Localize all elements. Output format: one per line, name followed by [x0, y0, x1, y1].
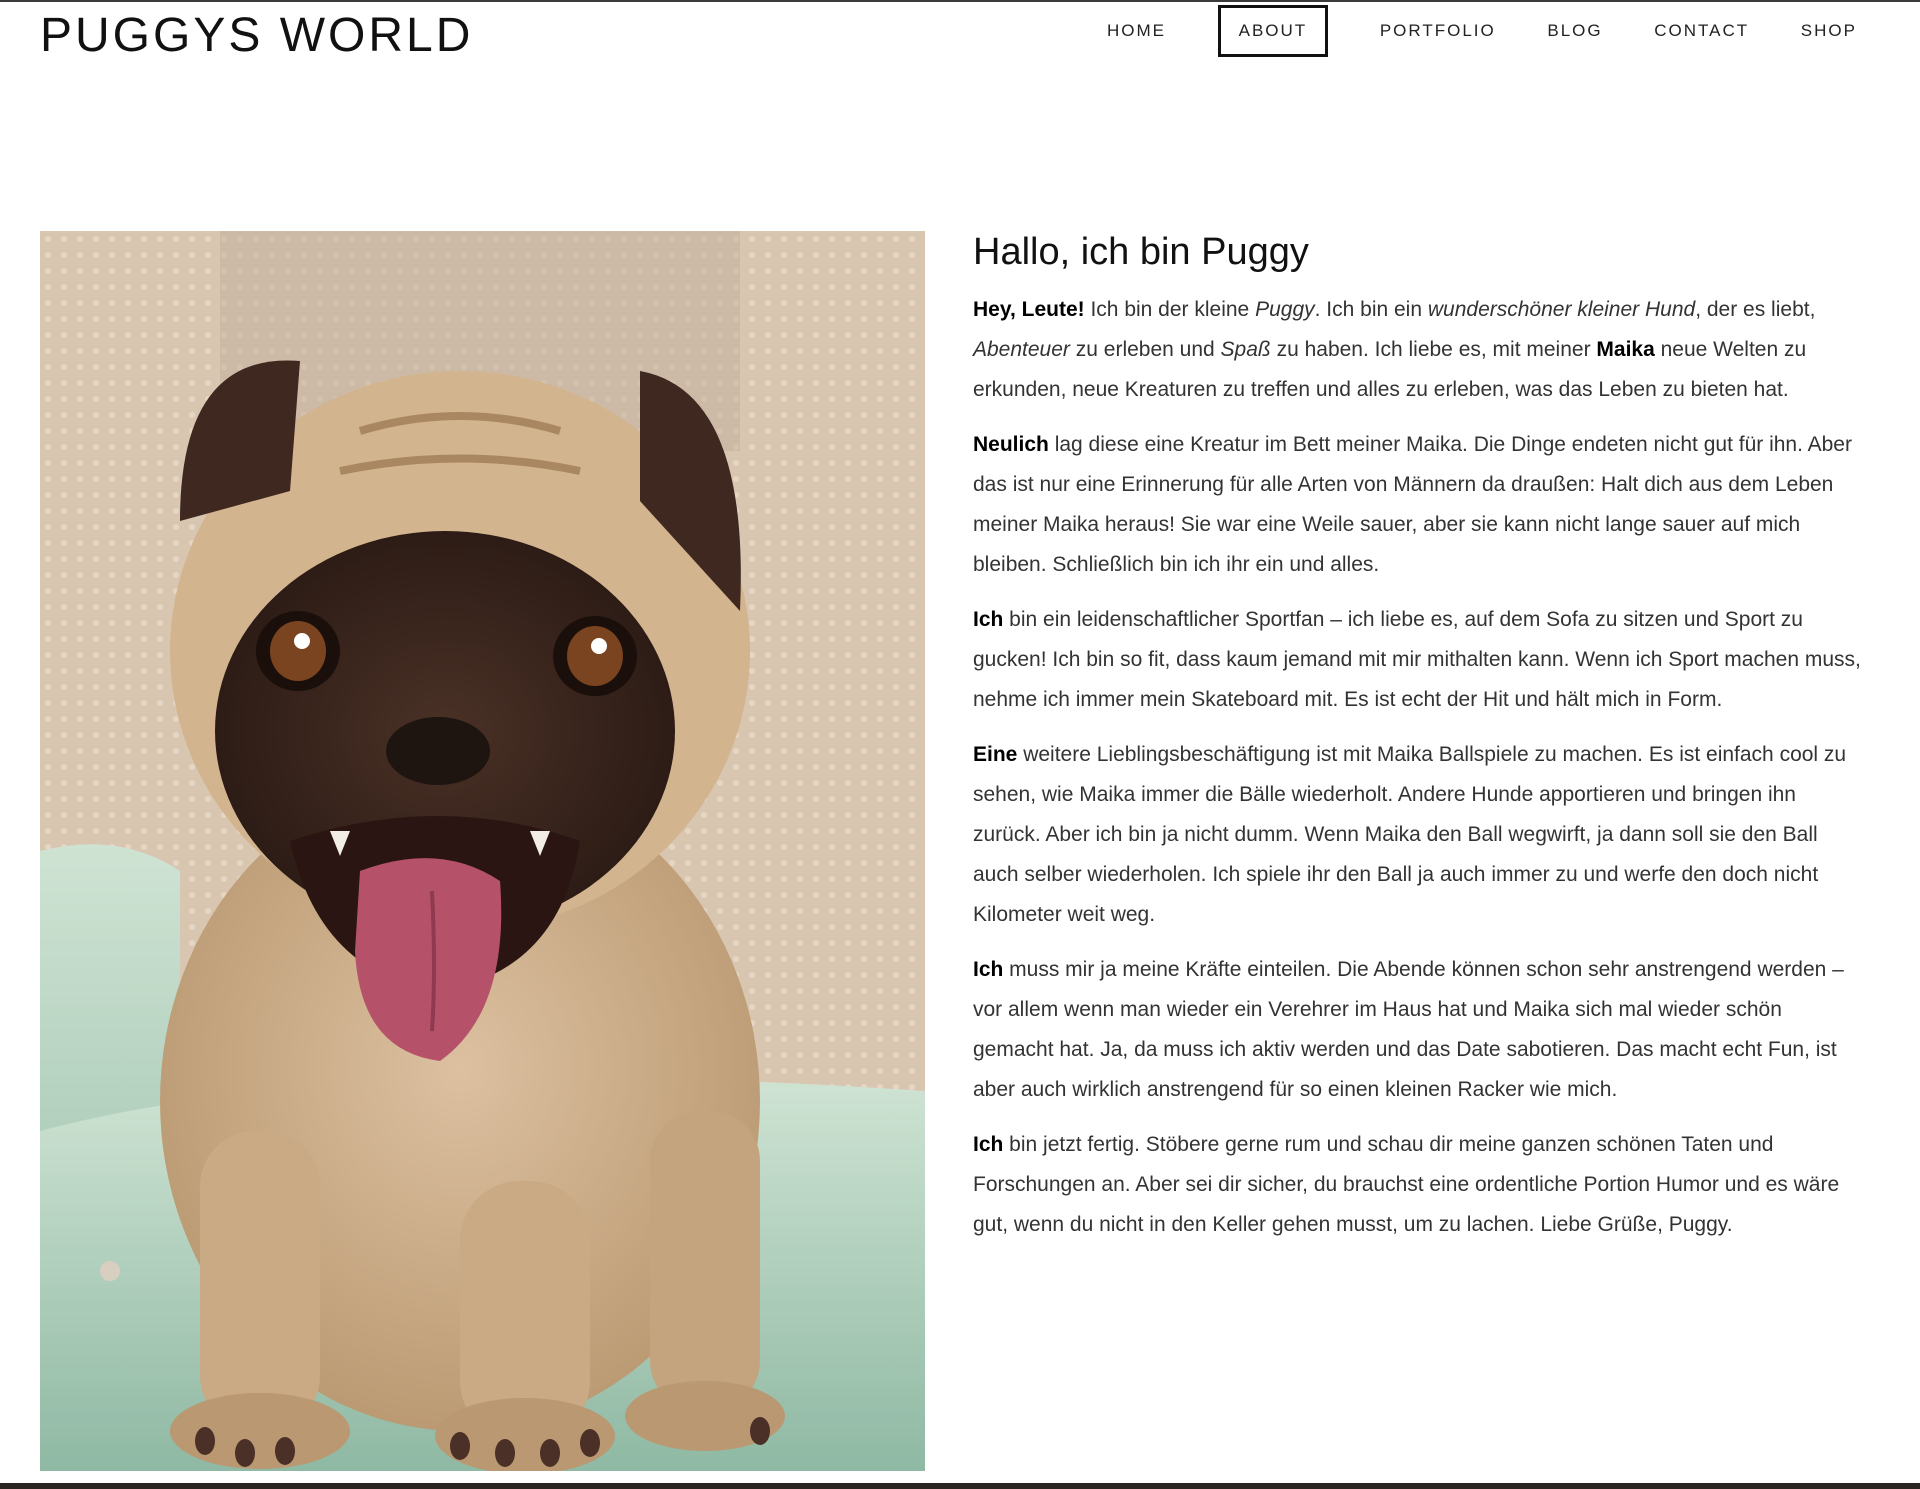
pug-image	[40, 231, 925, 1471]
nav-home[interactable]: HOME	[1107, 21, 1166, 40]
site-title[interactable]: PUGGYS WORLD	[40, 9, 474, 62]
text-run: weitere Lieblingsbeschäftigung ist mit Maika Ballspiele zu machen. Es ist einfach cool zu sehen, wie Maika immer die Bälle wiederholt. Andere Hunde apportieren und bringen ihn zurück. Aber ich bin ja nicht dumm. Wenn Maika den Ball wegwirft, ja dann soll sie den Ball auch selber wiederholen. Ich spiele ihr den Ball ja auch immer zu und werfe den doch nicht Kilometer weit weg.	[973, 743, 1847, 926]
about-content	[973, 228, 1863, 1260]
text-run: neue Welten zu erkunden, neue Kreaturen zu treffen und alles zu erleben, was das Leben zu bieten hat.	[973, 338, 1807, 401]
italic-text: wunderschöner kleiner Hund	[1427, 298, 1696, 321]
pug-illustration	[40, 231, 925, 1471]
about-paragraph	[973, 950, 1863, 1110]
text-run: zu erleben und	[1069, 338, 1221, 361]
nav-about[interactable]: ABOUT	[1218, 5, 1329, 57]
nav-portfolio[interactable]: PORTFOLIO	[1379, 21, 1496, 40]
bold-text: Ich	[973, 1133, 1004, 1156]
about-paragraph	[973, 735, 1863, 935]
text-run: lag diese eine Kreatur im Bett meiner Maika. Die Dinge endeten nicht gut für ihn. Aber das ist nur eine Erinnerung für alle Arten von Männern da draußen: Halt dich aus dem Leben meiner Maika heraus! Sie war eine Weile sauer, aber sie kann nicht lange sauer auf mich bleiben. Schließlich bin ich ihr ein und alles.	[973, 433, 1852, 576]
bold-text: Ich	[973, 958, 1004, 981]
text-run: muss mir ja meine Kräfte einteilen. Die Abende können schon sehr anstrengend werden – vor allem wenn man wieder ein Verehrer im Haus hat und Maika sich mal wieder schön gemacht hat. Ja, da muss ich aktiv werden und das Date sabotieren. Das macht echt Fun, ist aber auch wirklich anstrengend für so einen kleinen Racker wie mich.	[973, 958, 1844, 1101]
italic-text: Abenteuer	[973, 338, 1070, 361]
text-run: bin jetzt fertig. Stöbere gerne rum und schau dir meine ganzen schönen Taten und Forschungen an. Aber sei dir sicher, du brauchst eine ordentliche Portion Humor und es wäre gut, wenn du nicht in den Keller gehen musst, um zu lachen. Liebe Grüße, Puggy.	[973, 1133, 1840, 1236]
about-paragraph	[973, 1125, 1863, 1245]
about-paragraph	[973, 600, 1863, 720]
bold-text: Ich	[973, 608, 1004, 631]
text-run: bin ein leidenschaftlicher Sportfan – ich liebe es, auf dem Sofa zu sitzen und Sport zu gucken! Ich bin so fit, dass kaum jemand mit mir mithalten kann. Wenn ich Sport machen muss, nehme ich immer mein Skateboard mit. Es ist echt der Hit und hält mich in Form.	[973, 608, 1861, 711]
nav-shop[interactable]: SHOP	[1800, 21, 1857, 40]
bold-text: Eine	[973, 743, 1018, 766]
about-paragraph	[973, 425, 1863, 585]
about-paragraph	[973, 290, 1863, 410]
nav-contact[interactable]: CONTACT	[1654, 21, 1750, 40]
bold-text: Hey, Leute!	[973, 298, 1085, 321]
bold-text: Neulich	[973, 433, 1049, 456]
text-run: . Ich bin ein	[1314, 298, 1428, 321]
top-border	[0, 0, 1920, 2]
main-nav	[1107, 4, 1857, 58]
page-heading: Hallo, ich bin Puggy	[973, 231, 1309, 273]
nav-blog[interactable]: BLOG	[1547, 21, 1603, 40]
text-run: , der es liebt,	[1695, 298, 1816, 321]
italic-text: Spaß	[1220, 338, 1271, 361]
text-run: zu haben. Ich liebe es, mit meiner	[1270, 338, 1597, 361]
bottom-border	[0, 1483, 1920, 1489]
italic-text: Puggy	[1255, 298, 1315, 321]
text-run: Ich bin der kleine	[1084, 298, 1256, 321]
bold-text: Maika	[1596, 338, 1655, 361]
